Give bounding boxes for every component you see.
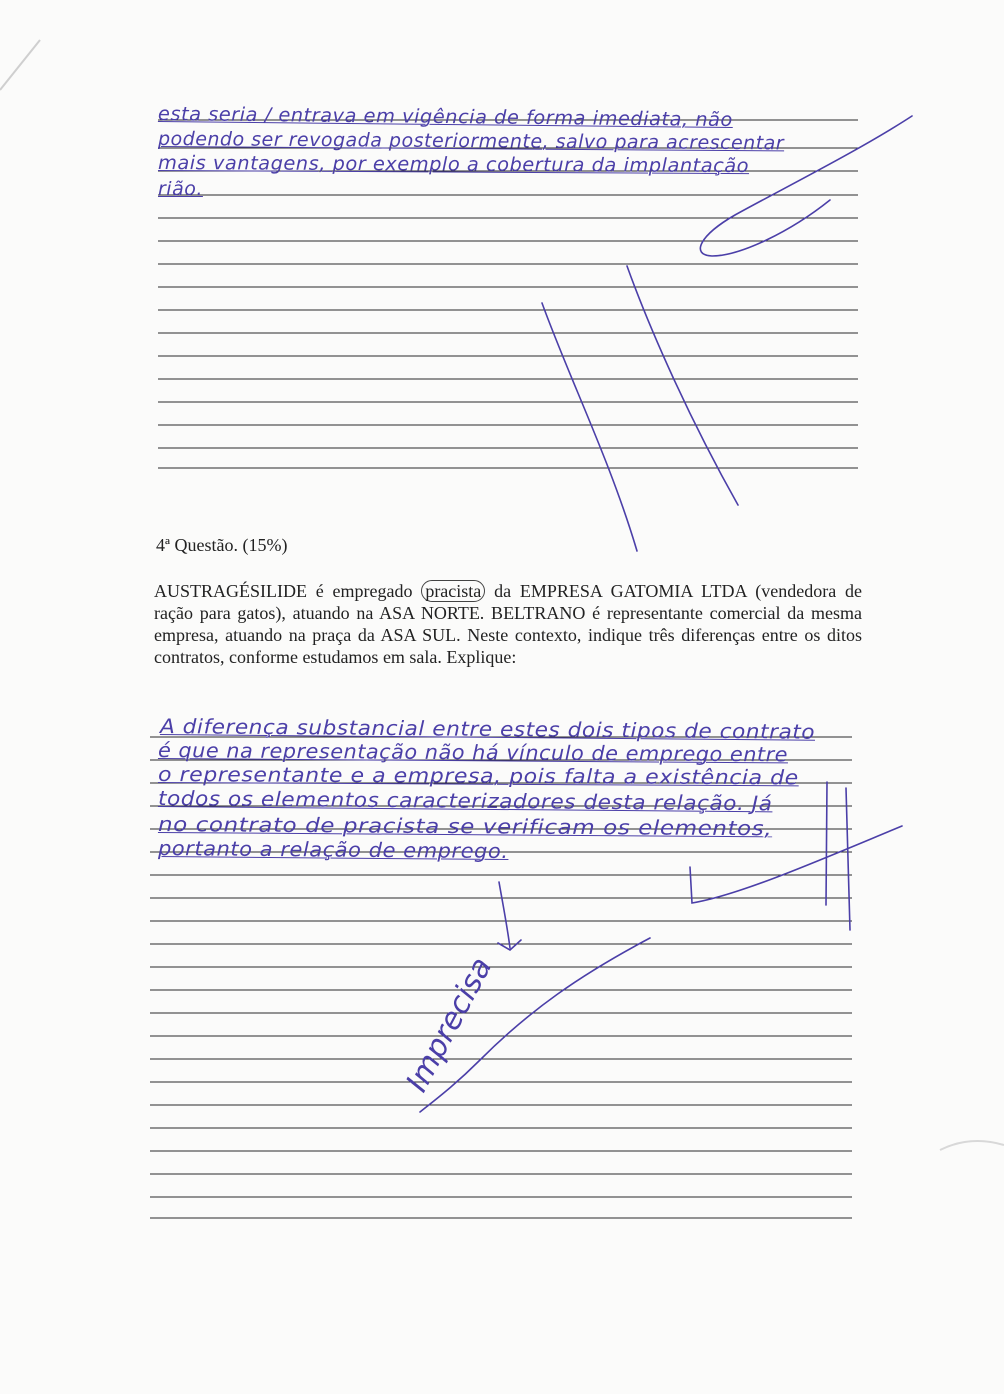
grader-annotation: Imprecisa — [399, 951, 500, 1098]
question-text-end: da EMPRESA GATOMIA LTDA (vendedora de ração para gatos), atuando na ASA NORTE. BELTRANO é representante comercial da mesma empresa, atuando na praça da ASA SUL. Neste contexto, indique três diferenças entre os ditos contratos, conforme estudamos em sala. Explique: — [154, 581, 862, 667]
handwritten-line-1: esta seria / entrava em vigência de forma imediata, não — [157, 103, 733, 132]
answer-line-6: portanto a relação de emprego. — [157, 836, 509, 864]
circled-word: pracista — [421, 580, 485, 602]
answer-line-3: o representante e a empresa, pois falta a existência de — [157, 762, 799, 790]
handwritten-line-3: mais vantagens, por exemplo a cobertura da implantação — [157, 152, 750, 178]
answer-line-4: todos os elementos caracterizadores desta relação. Já — [157, 786, 773, 816]
handwritten-line-2: podendo ser revogada posteriormente, salvo para acrescentar — [157, 128, 785, 155]
answer-line-1: A diferença substancial entre estes dois tipos de contrato — [159, 714, 816, 744]
answer-line-2: é que na representação não há vínculo de emprego entre — [157, 738, 789, 767]
answer-line-5: no contrato de pracista se verificam os elementos, — [157, 812, 773, 841]
question-text-start: AUSTRAGÉSILIDE é empregado — [154, 581, 422, 601]
question-title: 4ª Questão. (15%) — [156, 535, 288, 555]
handwritten-line-4: rião. — [158, 178, 203, 200]
